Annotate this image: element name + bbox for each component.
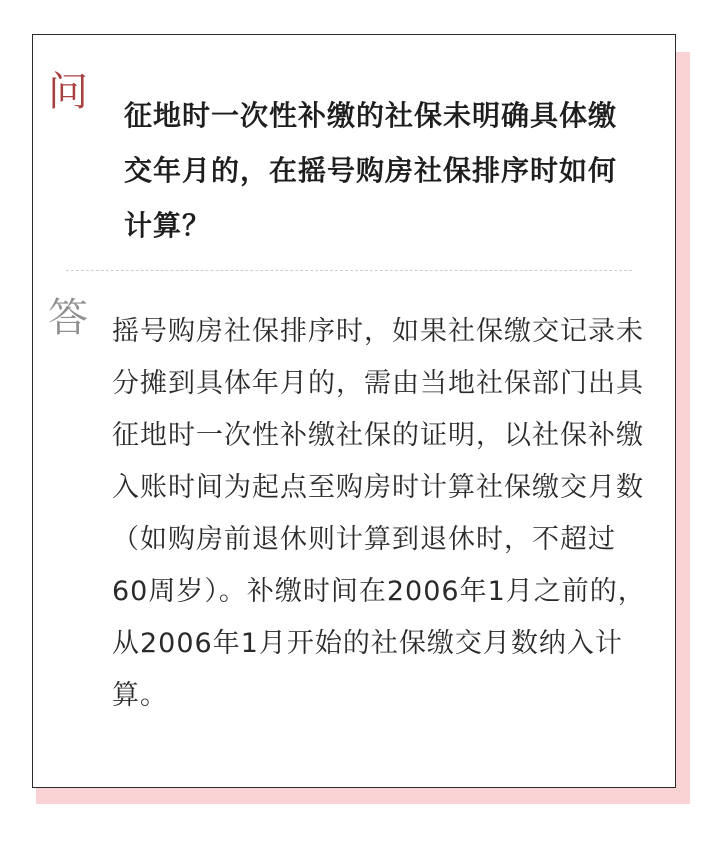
answer-text: 摇号购房社保排序时，如果社保缴交记录未分摊到具体年月的，需由当地社保部门出具征地时一次性补缴社保的证明，以社保补缴入账时间为起点至购房时计算社保缴交月数（如购房前退休则计算到退休时，不超过60周岁）。补缴时间在2006年1月之前的，从2006年1月开始的社保缴交月数纳入计算。 <box>112 316 646 711</box>
dashed-divider <box>66 270 632 271</box>
question-mark: 问 <box>48 69 88 115</box>
answer-mark: 答 <box>48 295 88 341</box>
question-text: 征地时一次性补缴的社保未明确具体缴交年月的，在摇号购房社保排序时如何计算？ <box>124 99 618 242</box>
